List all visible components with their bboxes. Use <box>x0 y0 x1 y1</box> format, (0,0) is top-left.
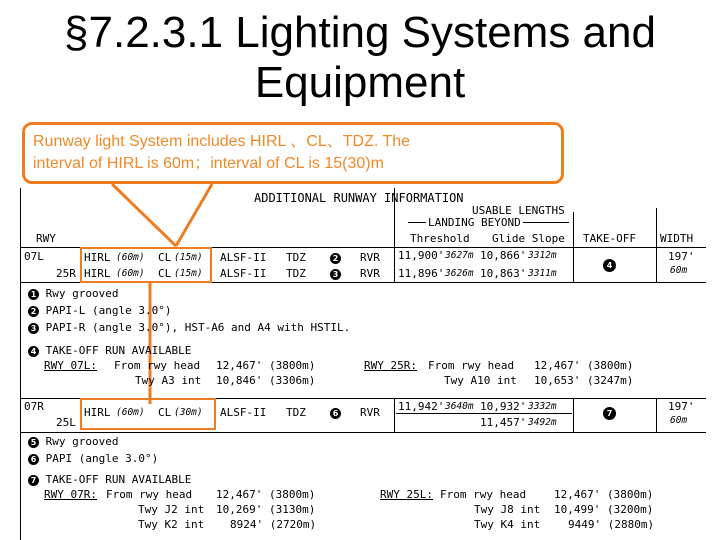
additional-runway-information-chart <box>20 188 706 540</box>
hirl-spacing: (60m) <box>116 407 145 418</box>
note-marker: 3 <box>28 323 39 334</box>
entry-from: Twy K4 int <box>474 518 541 531</box>
tdz-label: TDZ <box>286 251 306 264</box>
glide-slope-ft: 10,932' <box>480 400 527 413</box>
rwy-07r: 07R <box>24 400 44 413</box>
rwy-25r: 25R <box>56 267 76 280</box>
callout-text <box>33 131 410 175</box>
note-text: Rwy grooved <box>45 287 119 300</box>
entry-from: From rwy head <box>440 488 527 501</box>
note-marker: 1 <box>28 289 39 300</box>
callout-line-2: interval of HIRL is 60m；interval of CL is 15(30)m <box>33 155 384 172</box>
entry-from: From rwy head <box>106 488 193 501</box>
rvr-label: RVR <box>360 267 380 280</box>
entry-from: Twy A10 int <box>444 374 517 387</box>
entry-length: 12,467' (3800m) <box>216 488 316 501</box>
chart-header: ADDITIONAL RUNWAY INFORMATION <box>254 191 464 205</box>
cl-spacing: (30m) <box>174 407 203 418</box>
col-threshold-label: Threshold <box>410 232 470 245</box>
note-marker: 5 <box>28 437 39 448</box>
callout-line-1: Runway light System includes HIRL 、CL、TDZ. The <box>33 133 411 150</box>
cl-label: CL <box>158 406 172 419</box>
note-marker: 3 <box>330 269 341 280</box>
cl-spacing: (15m) <box>174 268 203 279</box>
block2-inner-rule <box>396 413 572 414</box>
threshold-m: 3627m <box>445 250 474 261</box>
note-text: TAKE-OFF RUN AVAILABLE <box>45 344 192 357</box>
glide-slope-ft: 10,866' <box>480 249 527 262</box>
cl-label: CL <box>158 251 172 264</box>
tdz-label: TDZ <box>286 267 306 280</box>
note-text: PAPI (angle 3.0°) <box>45 452 159 465</box>
alsf-label: ALSF-II <box>220 267 267 280</box>
hirl-label: HIRL <box>84 406 111 419</box>
rwy-25r-label: RWY 25R: <box>364 359 417 372</box>
entry-length: 12,467' (3800m) <box>554 488 654 501</box>
width-ft: 197' <box>668 250 695 263</box>
title-line-2: Equipment <box>254 58 466 107</box>
width-ft: 197' <box>668 400 695 413</box>
col-sep-3b <box>656 398 657 432</box>
note-text: Rwy grooved <box>45 435 119 448</box>
note-marker: 4 <box>28 346 39 357</box>
glide-slope-ft: 10,863' <box>480 267 527 280</box>
note-marker: 7 <box>28 475 39 486</box>
col-sep-1b <box>394 398 395 432</box>
note-marker: 2 <box>330 253 341 264</box>
col-sep-2b <box>573 398 574 432</box>
entry-length: 8924' (2720m) <box>230 518 317 531</box>
rwy-07l: 07L <box>24 250 44 263</box>
tdz-label: TDZ <box>286 406 306 419</box>
entry-from: Twy J8 int <box>474 503 541 516</box>
callout-box <box>22 122 564 184</box>
entry-from: From rwy head <box>428 359 515 372</box>
alsf-label: ALSF-II <box>220 251 267 264</box>
rwy-25l-label: RWY 25L: <box>380 488 433 501</box>
rwy-07l-label: RWY 07L: <box>44 359 97 372</box>
note-text: PAPI-R (angle 3.0°), HST-A6 and A4 with HSTIL. <box>45 321 351 334</box>
col-rwy-label: RWY <box>36 232 56 245</box>
entry-length: 10,269' (3130m) <box>216 503 316 516</box>
threshold-ft: 11,942' <box>398 400 445 413</box>
block2-rule <box>20 432 706 433</box>
entry-from: Twy K2 int <box>138 518 205 531</box>
width-m: 60m <box>670 265 688 276</box>
threshold-ft: 11,896' <box>398 267 445 280</box>
threshold-ft: 11,900' <box>398 249 445 262</box>
col-glide-slope-label: Glide Slope <box>492 232 565 245</box>
col-sep-3 <box>656 208 657 282</box>
glide-slope-ft-2: 11,457' <box>480 416 527 429</box>
entry-length: 10,653' (3247m) <box>534 374 634 387</box>
entry-from: Twy A3 int <box>135 374 202 387</box>
col-sep-2 <box>573 212 574 282</box>
glide-slope-m: 3311m <box>528 268 557 279</box>
entry-length: 12,467' (3800m) <box>216 359 316 372</box>
glide-slope-m: 3332m <box>528 401 557 412</box>
title-line-1: §7.2.3.1 Lighting Systems and <box>64 8 656 57</box>
entry-length: 10,499' (3200m) <box>554 503 654 516</box>
takeoff-note-marker: 4 <box>603 259 616 272</box>
landing-beyond-label: LANDING BEYOND <box>428 216 521 229</box>
width-m: 60m <box>670 415 688 426</box>
note-marker: 6 <box>330 408 341 419</box>
col-width-label: WIDTH <box>660 232 694 245</box>
alsf-label: ALSF-II <box>220 406 267 419</box>
note-text: PAPI-L (angle 3.0°) <box>45 304 172 317</box>
note-marker: 6 <box>28 454 39 465</box>
rwy-07r-label: RWY 07R: <box>44 488 97 501</box>
takeoff-note-marker: 7 <box>603 407 616 420</box>
glide-slope-m: 3312m <box>528 250 557 261</box>
entry-length: 12,467' (3800m) <box>534 359 634 372</box>
entry-length: 10,846' (3306m) <box>216 374 316 387</box>
landing-beyond-rule-right <box>523 222 569 223</box>
rwy-25l: 25L <box>56 416 76 429</box>
cl-label: CL <box>158 267 172 280</box>
glide-slope-m-2: 3492m <box>528 417 557 428</box>
hirl-label: HIRL <box>84 267 111 280</box>
threshold-m: 3626m <box>445 268 474 279</box>
hirl-spacing: (60m) <box>116 252 145 263</box>
entry-from: From rwy head <box>114 359 201 372</box>
entry-from: Twy J2 int <box>138 503 205 516</box>
hirl-spacing: (60m) <box>116 268 145 279</box>
hirl-label: HIRL <box>84 251 111 264</box>
note-text: TAKE-OFF RUN AVAILABLE <box>45 473 192 486</box>
landing-beyond-rule-left <box>408 222 426 223</box>
usable-lengths-label: USABLE LENGTHS <box>472 204 565 217</box>
col-takeoff-label: TAKE-OFF <box>583 232 636 245</box>
note-marker: 2 <box>28 306 39 317</box>
chart-left-border <box>20 188 21 540</box>
threshold-m: 3640m <box>445 401 474 412</box>
cl-spacing: (15m) <box>174 252 203 263</box>
rvr-label: RVR <box>360 406 380 419</box>
rvr-label: RVR <box>360 251 380 264</box>
entry-length: 9449' (2880m) <box>568 518 655 531</box>
